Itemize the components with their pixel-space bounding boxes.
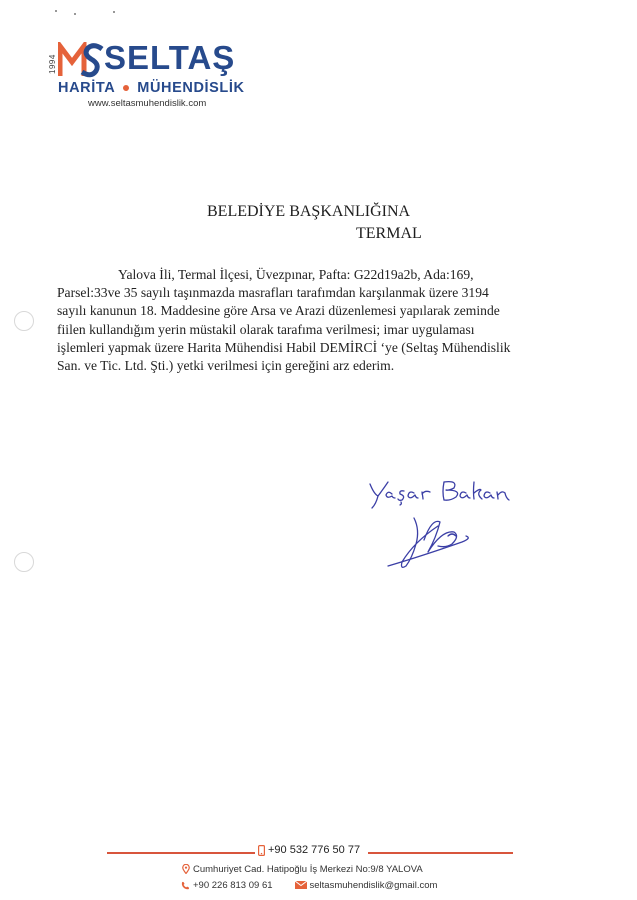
telephone-icon — [181, 881, 190, 890]
founding-year: 1994 — [48, 54, 57, 74]
tagline — [58, 80, 245, 96]
tagline-harita: HARİTA — [58, 80, 116, 96]
tagline-muhendislik: MÜHENDİSLİK — [137, 80, 245, 96]
envelope-icon — [295, 881, 307, 889]
footer-address — [182, 864, 423, 875]
body-line: işlemleri yapmak üzere Harita Mühendisi Habil DEMİRCİ ‘ye (Seltaş Mühendislik — [57, 339, 511, 355]
body-line: sayılı kanunun 18. Maddesine göre Arsa ve Arazi düzenlemesi yapılarak zeminde — [57, 303, 500, 319]
punch-hole-upper — [14, 311, 34, 331]
body-line: San. ve Tic. Ltd. Şti.) yetki verilmesi için gereğini arz ederim. — [57, 358, 395, 374]
footer-contact-row — [181, 880, 437, 891]
footer-mobile — [258, 844, 360, 856]
body-line: Yalova İli, Termal İlçesi, Üvezpınar, Pafta: G22d19a2b, Ada:169, — [118, 267, 474, 282]
letter-body — [57, 266, 577, 375]
punch-hole-lower — [14, 552, 34, 572]
email-address[interactable]: seltasmuhendislik@gmail.com — [309, 880, 438, 891]
body-line: fiilen kullandığım yerin müstakil olarak tarafıma verilmesi; imar uygulaması — [57, 321, 475, 337]
body-line: Parsel:33ve 35 sayılı taşınmazda masrafları tarafımdan karşılanmak üzere 3194 — [57, 285, 489, 301]
mobile-phone-icon — [258, 845, 265, 856]
mobile-number: +90 532 776 50 77 — [268, 844, 361, 856]
brand-name: SELTAŞ — [104, 39, 236, 76]
ms-monogram-icon — [58, 42, 106, 78]
letterhead-logo — [48, 38, 268, 112]
scan-specks — [0, 10, 200, 20]
footer-rule-right — [368, 852, 513, 854]
website-url: www.seltasmuhendislik.com — [88, 98, 207, 109]
handwritten-signature — [362, 478, 522, 578]
tagline-dot-icon — [123, 85, 129, 91]
addressee-line-1: BELEDİYE BAŞKANLIĞINA — [207, 203, 411, 220]
office-phone: +90 226 813 09 61 — [193, 880, 273, 891]
address-text: Cumhuriyet Cad. Hatipoğlu İş Merkezi No:9/8 YALOVA — [193, 864, 423, 875]
footer-rule-left — [107, 852, 255, 854]
location-pin-icon — [182, 864, 190, 874]
addressee-line-2: TERMAL — [356, 225, 422, 242]
